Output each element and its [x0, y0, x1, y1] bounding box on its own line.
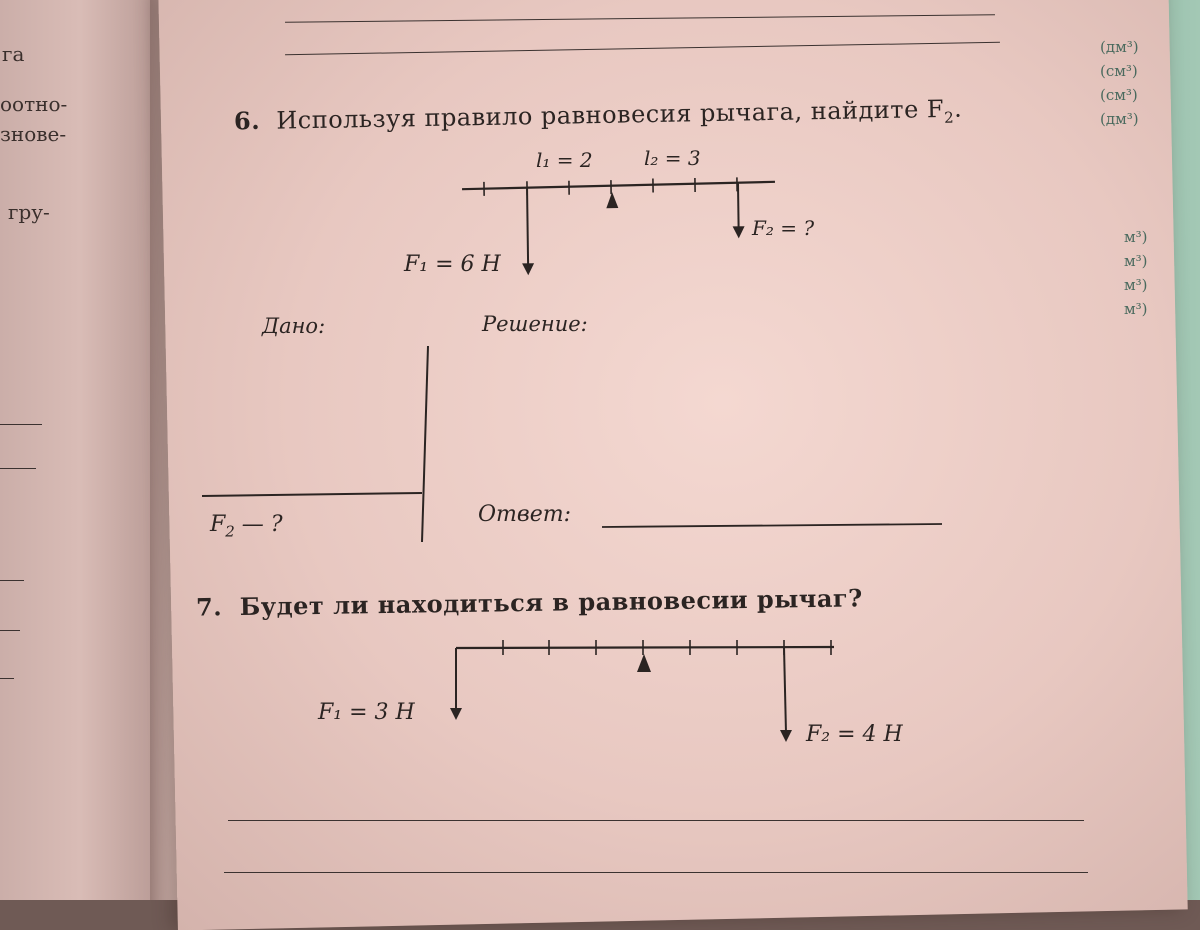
answer-label: Ответ:	[478, 502, 571, 527]
unit-label: (см³)	[1100, 62, 1138, 80]
find-rest: — ?	[235, 512, 283, 537]
answer-line	[224, 872, 1088, 873]
arm-label-l2: l₂ = 3	[644, 146, 701, 170]
problem-subscript: 2	[944, 109, 954, 127]
find-symbol: F	[210, 512, 225, 537]
problem-6: 6. Используя правило равновесия рычага, найдите $F_2$.	[234, 94, 963, 140]
find-subscript: 2	[225, 522, 235, 540]
unit-label: м³)	[1124, 276, 1148, 294]
unit-label: м³)	[1124, 300, 1148, 318]
problem-number: 6.	[234, 106, 261, 135]
force-label-f2: F₂ = 4 Н	[806, 722, 903, 747]
given-label: Дано:	[262, 314, 325, 338]
unit-label: м³)	[1124, 252, 1148, 270]
left-fragment: га	[2, 42, 24, 66]
force-label-f2: F₂ = ?	[752, 216, 814, 240]
unit-label: (дм³)	[1100, 38, 1139, 56]
left-fragment: гру-	[8, 200, 50, 224]
unit-label: (дм³)	[1100, 110, 1139, 128]
left-fragment: оотно-	[0, 92, 67, 116]
unit-label: м³)	[1124, 228, 1148, 246]
problem-text: Используя правило равновесия рычага, найдите F	[276, 95, 944, 135]
solution-label: Решение:	[482, 312, 588, 336]
answer-line	[228, 820, 1084, 821]
arrowhead	[450, 708, 462, 720]
lever-bar	[456, 647, 834, 648]
arm-label-l1: l₁ = 2	[536, 148, 593, 172]
arrowhead	[780, 730, 792, 742]
fulcrum	[637, 654, 651, 672]
force-arrow-f2	[784, 647, 786, 733]
left-fragment: знове-	[0, 122, 66, 146]
problem-text: Будет ли находиться в равновесии рычаг?	[240, 583, 863, 621]
force-label-f1: F₁ = 6 Н	[404, 252, 501, 277]
force-label-f1: F₁ = 3 Н	[318, 700, 415, 725]
unit-label: (см³)	[1100, 86, 1138, 104]
problem-number: 7.	[196, 592, 222, 621]
